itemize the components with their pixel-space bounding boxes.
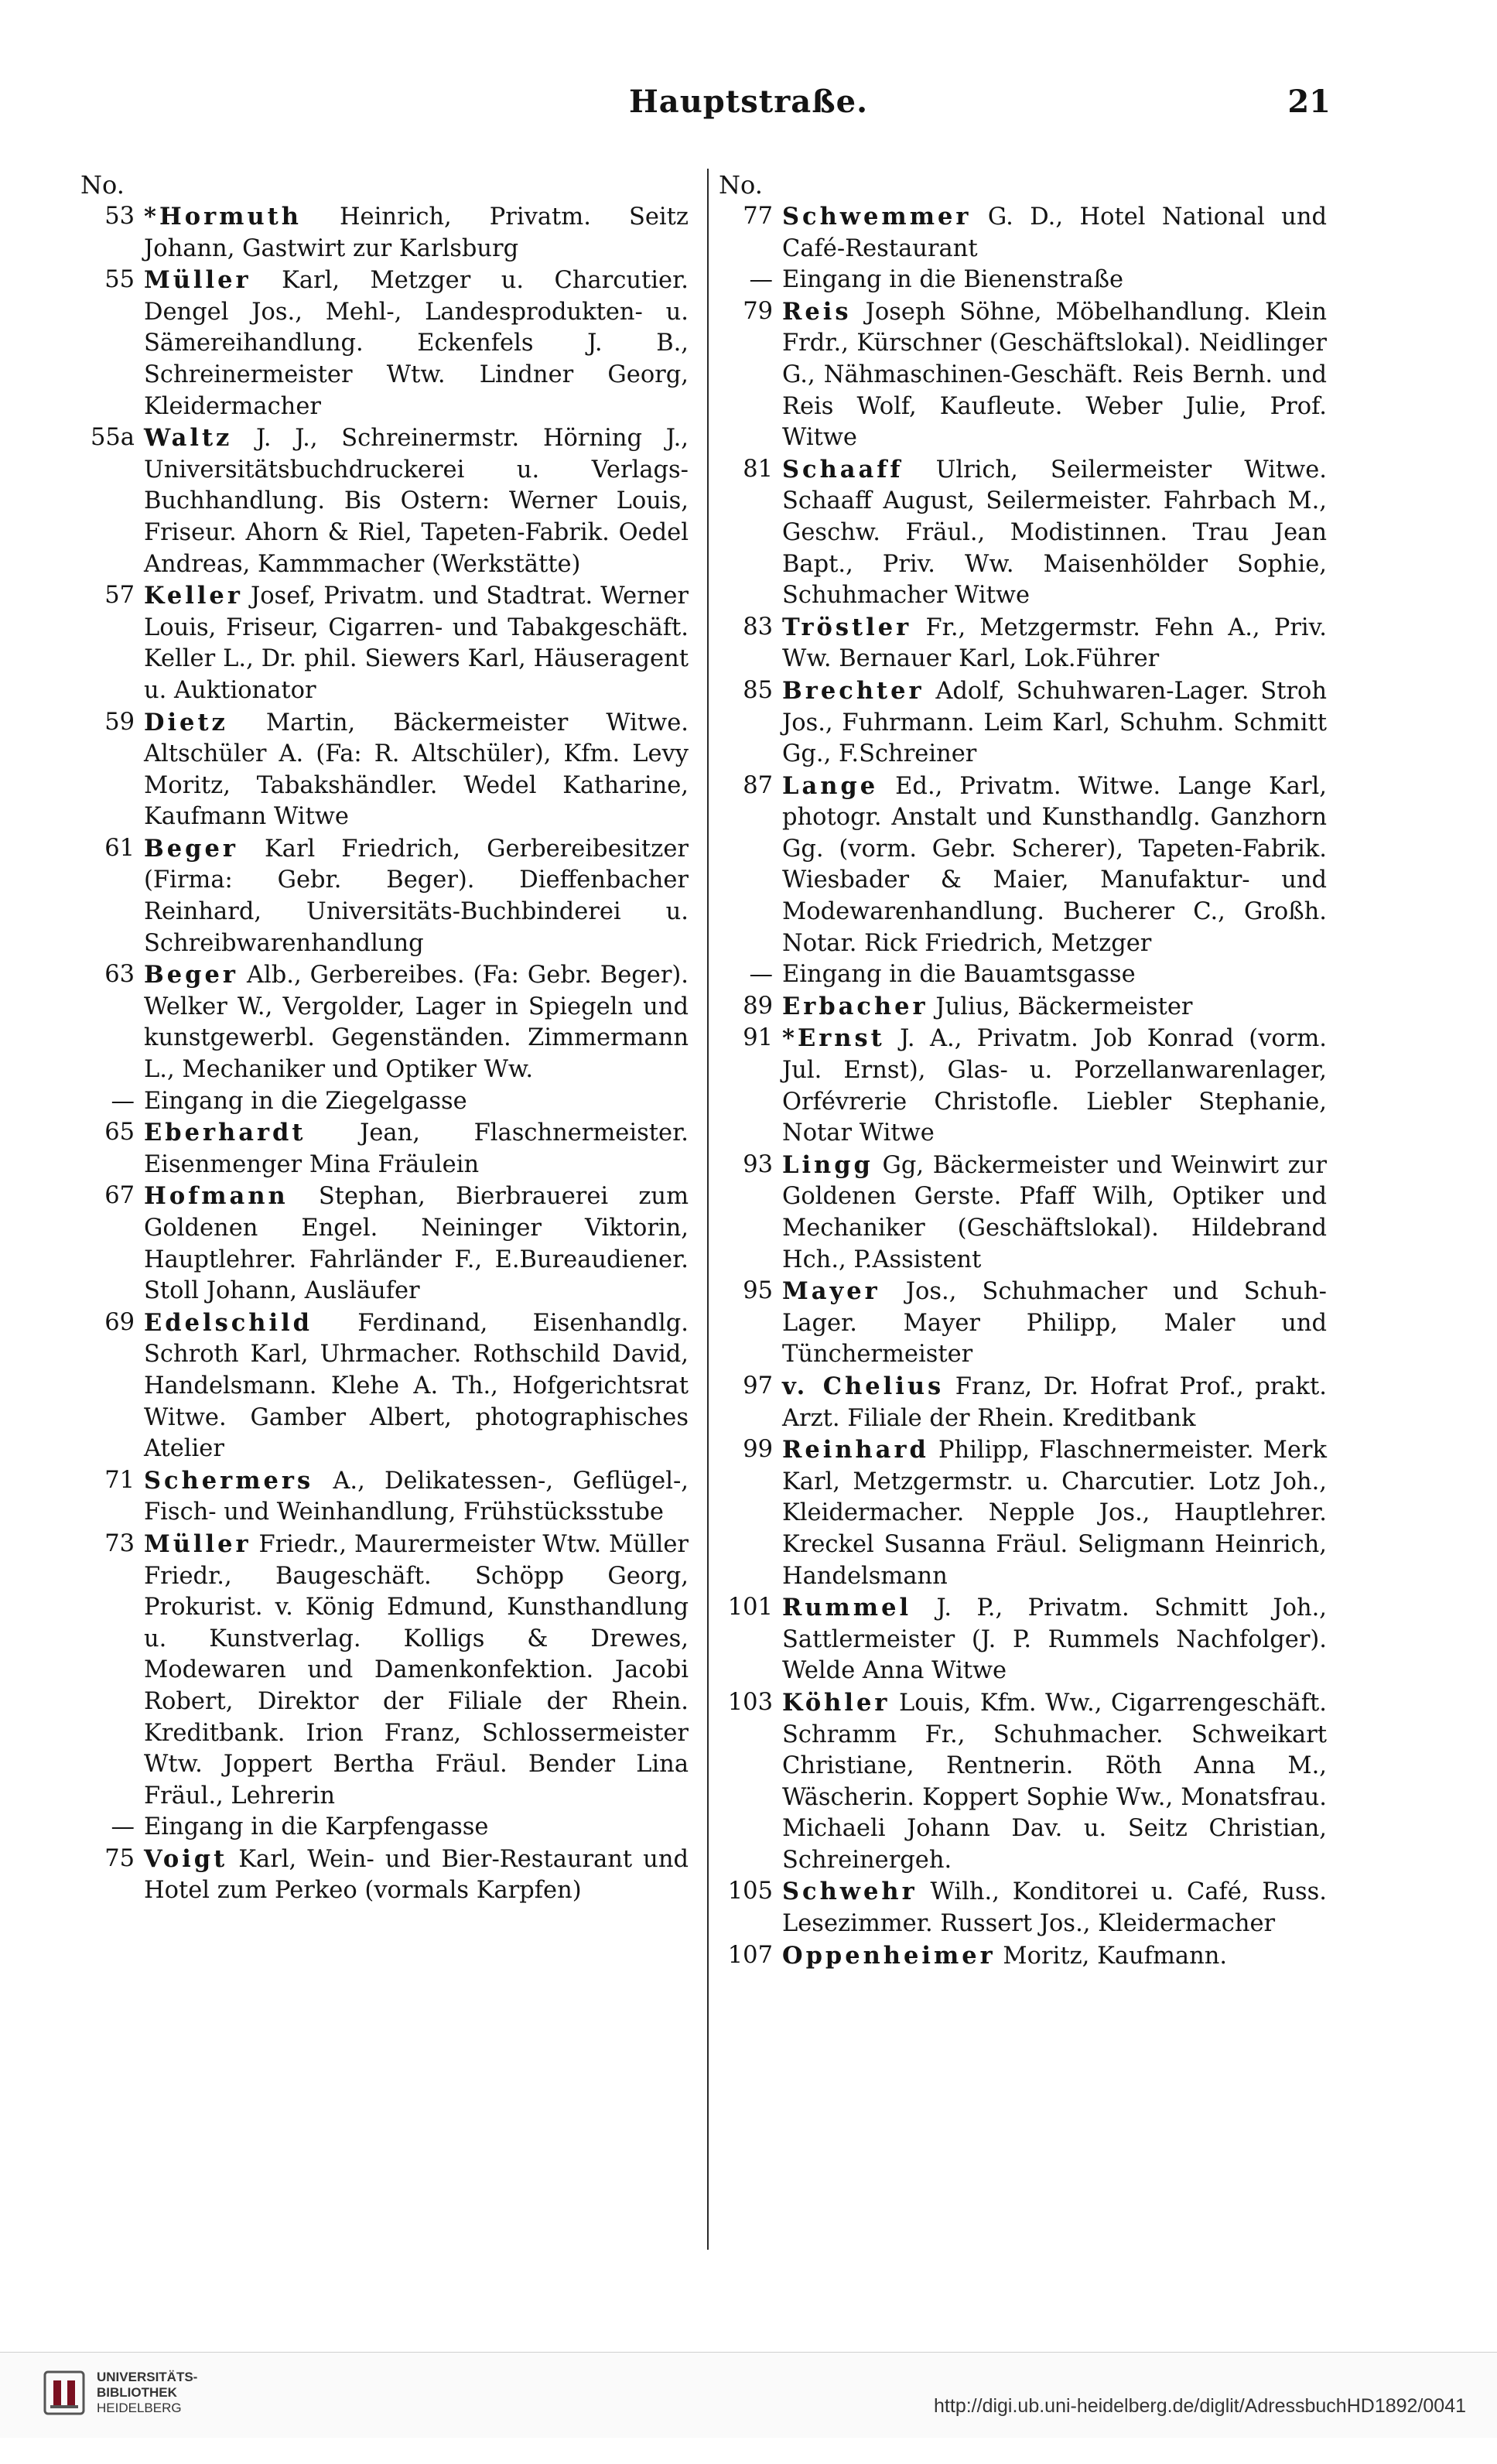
entry-text xyxy=(782,1150,1327,1276)
house-number: 105 xyxy=(727,1878,773,1905)
resident-name: Müller xyxy=(144,1529,251,1558)
entry-text xyxy=(144,1086,689,1118)
entry-text xyxy=(144,1307,689,1465)
entry-text xyxy=(782,612,1327,675)
entry-details: Martin, Bäckermeister Witwe. Altschüler A. (Fa: R. Altschüler), Kfm. Levy Moritz, Tabakshändler. Wedel Katharine, Kaufmann Witwe xyxy=(144,709,689,831)
resident-name: Schermers xyxy=(144,1466,314,1495)
entry-details: Louis, Kfm. Ww., Cigarrengeschäft. Schramm Fr., Schuhmacher. Schweikart Christiane, Rentnerin. Röth Anna M., Wäscherin. Koppert Sophie Ww., Monatsfrau. Michaeli Johann Dav. u. Seitz Christian, Schreinergeh. xyxy=(782,1689,1327,1874)
entry-details: Ulrich, Seilermeister Witwe. Schaaff August, Seilermeister. Fahrbach M., Geschw. Fräul., Modistinnen. Trau Jean Bapt., Priv. Ww. Maisenhölder Sophie, Schuhmacher Witwe xyxy=(782,456,1327,610)
column-heading: No. xyxy=(719,170,763,200)
entry-text xyxy=(782,265,1327,296)
entry-details: Eingang in die Karpfengasse xyxy=(144,1813,489,1841)
house-number: 87 xyxy=(743,771,773,799)
resident-name: Rummel xyxy=(782,1594,912,1622)
resident-name: Schaaff xyxy=(782,455,904,484)
house-number: — xyxy=(111,1813,135,1841)
page-footer xyxy=(0,2352,1497,2438)
resident-name: Oppenheimer xyxy=(782,1941,996,1970)
house-number: 63 xyxy=(104,961,135,989)
entry-text xyxy=(782,1876,1327,1939)
entry-details: Stephan, Bierbrauerei zum Goldenen Engel. Neininger Viktorin, Hauptlehrer. Fahrländer F., E.Bureaudiener. Stoll Johann, Ausläufer xyxy=(144,1183,689,1305)
entry-text xyxy=(782,296,1327,454)
right-column xyxy=(716,169,1327,1972)
house-number: 91 xyxy=(743,1024,773,1052)
entry-details: J. A., Privatm. Job Konrad (vorm. Jul. Ernst), Glas- u. Porzellanwarenlager, Orfévrerie Christofle. Liebler Stephanie, Notar Witwe xyxy=(782,1025,1327,1147)
entry-details: Fr., Metzgermstr. Fehn A., Priv. Ww. Bernauer Karl, Lok.Führer xyxy=(782,613,1327,673)
directory-entry xyxy=(716,454,1327,612)
directory-entry xyxy=(77,1844,689,1907)
source-url[interactable]: http://digi.ub.uni-heidelberg.de/diglit/AdressbuchHD1892/0041 xyxy=(934,2395,1466,2417)
house-number: 79 xyxy=(743,297,773,325)
column-heading: No. xyxy=(80,170,125,200)
resident-name: Eberhardt xyxy=(144,1119,306,1147)
house-number: 67 xyxy=(104,1182,135,1210)
entry-text xyxy=(782,675,1327,771)
directory-entry xyxy=(716,1371,1327,1434)
library-name xyxy=(97,2370,197,2416)
resident-name: *Ernst xyxy=(782,1024,885,1053)
entry-text xyxy=(782,1434,1327,1592)
house-number: 59 xyxy=(104,708,135,736)
column-divider xyxy=(707,169,709,2250)
logo-line: UNIVERSITÄTS- xyxy=(97,2370,198,2384)
entry-text xyxy=(782,1276,1327,1371)
directory-entry xyxy=(716,1434,1327,1592)
house-number: 93 xyxy=(743,1150,773,1178)
entry-list xyxy=(77,201,689,1907)
entry-text xyxy=(144,1844,689,1907)
house-number: 103 xyxy=(727,1688,773,1716)
entry-details: Moritz, Kaufmann. xyxy=(1003,1942,1228,1970)
university-seal-icon xyxy=(43,2370,86,2416)
entry-details: Karl, Wein- und Bier-Restaurant und Hotel zum Perkeo (vormals Karpfen) xyxy=(144,1845,689,1905)
entry-details: Franz, Dr. Hofrat Prof., prakt. Arzt. Filiale der Rhein. Kreditbank xyxy=(782,1372,1327,1432)
page-header xyxy=(0,84,1497,138)
resident-name: Edelschild xyxy=(144,1308,313,1337)
directory-entry xyxy=(77,959,689,1085)
resident-name: Beger xyxy=(144,961,238,989)
entry-details: J. J., Schreinermstr. Hörning J., Universitätsbuchdruckerei u. Verlags-Buchhandlung. Bis Ostern: Werner Louis, Friseur. Ahorn & Riel, Tapeten-Fabrik. Oedel Andreas, Kammmacher (Werkstätte) xyxy=(144,425,689,578)
entry-details: Joseph Söhne, Möbelhandlung. Klein Frdr., Kürschner (Geschäftslokal). Neidlinger G., Nähmaschinen-Geschäft. Reis Bernh. und Reis Wolf, Kaufleute. Weber Julie, Prof. Witwe xyxy=(782,298,1327,452)
directory-entry xyxy=(716,201,1327,265)
entry-text xyxy=(144,1117,689,1181)
entry-text xyxy=(782,1592,1327,1687)
entry-text xyxy=(782,201,1327,265)
directory-entry xyxy=(716,959,1327,991)
directory-entry xyxy=(716,1592,1327,1687)
entry-details: Friedr., Maurermeister Wtw. Müller Friedr., Baugeschäft. Schöpp Georg, Prokurist. v. König Edmund, Kunsthandlung u. Kunstverlag. Kolligs & Drewes, Modewaren und Damenkonfektion. Jacobi Robert, Direktor der Filiale der Rhein. Kreditbank. Irion Franz, Schlossermeister Wtw. Joppert Bertha Fräul. Bender Lina Fräul., Lehrerin xyxy=(144,1530,689,1810)
resident-name: Lingg xyxy=(782,1150,873,1179)
entry-details: Wilh., Konditorei u. Café, Russ. Lesezimmer. Russert Jos., Kleidermacher xyxy=(782,1878,1327,1938)
house-number: 55 xyxy=(104,266,135,294)
directory-entry xyxy=(716,991,1327,1024)
entry-details: Ed., Privatm. Witwe. Lange Karl, photogr. Anstalt und Kunsthandlg. Ganzhorn Gg. (vorm. Gebr. Scherer), Tapeten-Fabrik. Wiesbader & Maier, Manufaktur- und Modewarenhandlung. Bucherer C., Großh. Notar. Rick Friedrich, Metzger xyxy=(782,772,1327,957)
directory-entry xyxy=(716,771,1327,960)
entry-text xyxy=(144,833,689,959)
directory-entry xyxy=(716,1276,1327,1371)
entry-details: Eingang in die Bienenstraße xyxy=(782,266,1123,294)
directory-entry xyxy=(716,1150,1327,1276)
entry-details: Gg, Bäckermeister und Weinwirt zur Goldenen Gerste. Pfaff Wilh, Optiker und Mechaniker (Geschäftslokal). Hildebrand Hch., P.Assistent xyxy=(782,1151,1328,1273)
entry-text xyxy=(144,1181,689,1307)
house-number: 99 xyxy=(743,1436,773,1464)
house-number: — xyxy=(749,961,773,989)
resident-name: Köhler xyxy=(782,1688,890,1717)
resident-name: Hofmann xyxy=(144,1182,289,1211)
library-logo[interactable] xyxy=(43,2370,197,2416)
entry-text xyxy=(782,959,1327,991)
resident-name: Brechter xyxy=(782,676,925,705)
entry-details: G. D., Hotel National und Café-Restaurant xyxy=(782,203,1327,262)
directory-entry xyxy=(77,580,689,706)
resident-name: Mayer xyxy=(782,1277,880,1306)
entry-text xyxy=(144,422,689,580)
entry-text xyxy=(782,771,1327,960)
directory-entry xyxy=(716,1687,1327,1877)
entry-text xyxy=(144,1529,689,1812)
logo-line: BIBLIOTHEK xyxy=(97,2385,177,2400)
entry-details: Alb., Gerbereibes. (Fa: Gebr. Beger). Welker W., Vergolder, Lager in Spiegeln und kunstgewerbl. Gegenständen. Zimmermann L., Mechaniker und Optiker Ww. xyxy=(144,962,689,1084)
house-number: 95 xyxy=(743,1277,773,1305)
house-number: 69 xyxy=(104,1308,135,1336)
directory-entry xyxy=(716,675,1327,771)
entry-text xyxy=(144,265,689,422)
entry-text xyxy=(144,201,689,265)
house-number: 53 xyxy=(104,203,135,230)
entry-details: Eingang in die Bauamtsgasse xyxy=(782,961,1136,989)
entry-text xyxy=(782,1940,1327,1973)
left-column xyxy=(77,169,689,1907)
resident-name: Dietz xyxy=(144,708,228,736)
entry-details: Karl Friedrich, Gerbereibesitzer (Firma: Gebr. Beger). Dieffenbacher Reinhard, Universitäts-Buchbinderei u. Schreibwarenhandlung xyxy=(144,835,689,957)
resident-name: Erbacher xyxy=(782,992,928,1020)
entry-details: Karl, Metzger u. Charcutier. Dengel Jos., Mehl-, Landesprodukten- u. Sämereihandlung. Eckenfels J. B., Schreinermeister Wtw. Lindner Georg, Kleidermacher xyxy=(144,267,689,420)
directory-entry xyxy=(77,1529,689,1812)
entry-text xyxy=(782,1371,1327,1434)
logo-line: HEIDELBERG xyxy=(97,2401,182,2415)
resident-name: Waltz xyxy=(144,424,233,453)
directory-entry xyxy=(77,422,689,580)
resident-name: Schwehr xyxy=(782,1878,918,1906)
resident-name: Lange xyxy=(782,771,879,800)
resident-name: Schwemmer xyxy=(782,203,972,231)
house-number: 97 xyxy=(743,1372,773,1399)
entry-text xyxy=(144,707,689,833)
resident-name: Müller xyxy=(144,266,251,295)
directory-entry xyxy=(716,1940,1327,1973)
directory-entry xyxy=(77,833,689,959)
entry-details: Heinrich, Privatm. Seitz Johann, Gastwirt zur Karlsburg xyxy=(144,203,689,262)
house-number: 57 xyxy=(104,582,135,610)
entry-text xyxy=(144,1465,689,1529)
entry-text xyxy=(144,1812,689,1844)
house-number: 107 xyxy=(727,1941,773,1969)
running-title: Hauptstraße. xyxy=(629,84,868,120)
entry-list xyxy=(716,201,1327,1972)
directory-entry xyxy=(716,265,1327,296)
resident-name: Reinhard xyxy=(782,1436,929,1464)
directory-entry xyxy=(77,1465,689,1529)
entry-details: Philipp, Flaschnermeister. Merk Karl, Metzgermstr. u. Charcutier. Lotz Joh., Kleidermacher. Nepple Jos., Hauptlehrer. Kreckel Susanna Fräul. Seligmann Heinrich, Handelsmann xyxy=(782,1437,1327,1590)
entry-details: Julius, Bäckermeister xyxy=(935,993,1193,1020)
entry-details: J. P., Privatm. Schmitt Joh., Sattlermeister (J. P. Rummels Nachfolger). Welde Anna Witwe xyxy=(782,1594,1327,1685)
directory-entry xyxy=(77,265,689,422)
entry-text xyxy=(144,959,689,1085)
directory-entry xyxy=(77,1181,689,1307)
entry-details: Josef, Privatm. und Stadtrat. Werner Louis, Friseur, Cigarren- und Tabakgeschäft. Keller L., Dr. phil. Siewers Karl, Häuseragent u. Auktionator xyxy=(144,583,689,704)
entry-text xyxy=(144,580,689,706)
directory-entry xyxy=(77,1117,689,1181)
resident-name: Reis xyxy=(782,297,852,326)
house-number: 61 xyxy=(104,834,135,862)
directory-entry xyxy=(716,1876,1327,1939)
entry-details: Jean, Flaschnermeister. Eisenmenger Mina Fräulein xyxy=(144,1119,689,1178)
entry-text xyxy=(782,1023,1327,1149)
entry-details: Jos., Schuhmacher und Schuh-Lager. Mayer Philipp, Maler und Tünchermeister xyxy=(782,1278,1327,1369)
directory-entry xyxy=(77,1307,689,1465)
entry-text xyxy=(782,991,1327,1024)
entry-details: Ferdinand, Eisenhandlg. Schroth Karl, Uhrmacher. Rothschild David, Handelsmann. Klehe A. Th., Hofgerichtsrat Witwe. Gamber Albert, photographisches Atelier xyxy=(144,1309,689,1463)
house-number: 55a xyxy=(91,424,135,452)
entry-details: Adolf, Schuhwaren-Lager. Stroh Jos., Fuhrmann. Leim Karl, Schuhm. Schmitt Gg., F.Schreiner xyxy=(782,677,1327,768)
entry-details: Eingang in die Ziegelgasse xyxy=(144,1087,467,1115)
resident-name: *Hormuth xyxy=(144,203,302,231)
directory-entry xyxy=(716,1023,1327,1149)
entry-details: A., Delikatessen-, Geflügel-, Fisch- und Weinhandlung, Frühstücksstube xyxy=(144,1467,689,1526)
directory-entry xyxy=(716,612,1327,675)
house-number: 85 xyxy=(743,676,773,704)
page-number: 21 xyxy=(1287,84,1331,120)
house-number: 77 xyxy=(743,203,773,230)
directory-entry xyxy=(77,201,689,265)
resident-name: Keller xyxy=(144,582,243,610)
directory-entry xyxy=(77,1086,689,1118)
house-number: 75 xyxy=(104,1844,135,1872)
house-number: 73 xyxy=(104,1529,135,1557)
house-number: 101 xyxy=(727,1594,773,1622)
house-number: 83 xyxy=(743,613,773,641)
resident-name: v. Chelius xyxy=(782,1372,945,1400)
directory-entry xyxy=(716,296,1327,454)
house-number: 71 xyxy=(104,1466,135,1494)
entry-text xyxy=(782,454,1327,612)
resident-name: Voigt xyxy=(144,1844,228,1873)
directory-entry xyxy=(77,1812,689,1844)
resident-name: Tröstler xyxy=(782,613,912,641)
resident-name: Beger xyxy=(144,834,238,863)
house-number: 89 xyxy=(743,992,773,1020)
entry-text xyxy=(782,1687,1327,1877)
house-number: — xyxy=(749,266,773,294)
directory-entry xyxy=(77,707,689,833)
house-number: 65 xyxy=(104,1119,135,1147)
house-number: — xyxy=(111,1087,135,1115)
house-number: 81 xyxy=(743,455,773,483)
